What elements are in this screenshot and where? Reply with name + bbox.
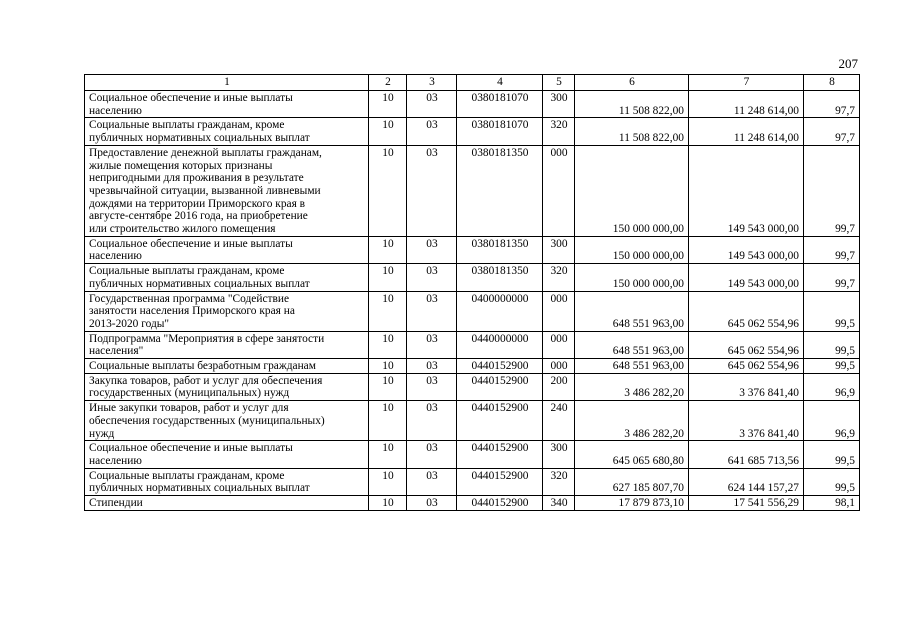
- column-header: 6: [575, 75, 689, 91]
- execution-percent-cell: 96,9: [804, 373, 860, 400]
- section-code-cell: 10: [369, 359, 407, 374]
- row-name-cell: Социальные выплаты безработным гражданам: [85, 359, 369, 374]
- section-code-cell: 10: [369, 236, 407, 263]
- target-article-cell: 0380181350: [457, 145, 543, 236]
- planned-amount-cell: 648 551 963,00: [575, 359, 689, 374]
- planned-amount-cell: 150 000 000,00: [575, 145, 689, 236]
- expense-type-cell: 300: [543, 91, 575, 118]
- table-row: [85, 468, 860, 495]
- target-article-cell: 0440152900: [457, 401, 543, 441]
- target-article-cell: 0380181070: [457, 118, 543, 145]
- subsection-code-cell: 03: [407, 468, 457, 495]
- subsection-code-cell: 03: [407, 264, 457, 291]
- column-header: 7: [689, 75, 804, 91]
- row-name-cell: Иные закупки товаров, работ и услуг для обеспечения государственных (муниципальных) нужд: [85, 401, 369, 441]
- execution-percent-cell: 99,7: [804, 264, 860, 291]
- executed-amount-cell: 3 376 841,40: [689, 373, 804, 400]
- row-name-cell: Стипендии: [85, 496, 369, 511]
- expense-type-cell: 340: [543, 496, 575, 511]
- table-header-row: [85, 75, 860, 91]
- planned-amount-cell: 11 508 822,00: [575, 118, 689, 145]
- column-header: 8: [804, 75, 860, 91]
- expense-type-cell: 000: [543, 291, 575, 331]
- subsection-code-cell: 03: [407, 118, 457, 145]
- row-name-cell: Социальные выплаты гражданам, кроме публичных нормативных социальных выплат: [85, 118, 369, 145]
- table-row: [85, 359, 860, 374]
- section-code-cell: 10: [369, 264, 407, 291]
- budget-table: [84, 74, 860, 511]
- column-header: 4: [457, 75, 543, 91]
- table-row: [85, 118, 860, 145]
- planned-amount-cell: 645 065 680,80: [575, 441, 689, 468]
- subsection-code-cell: 03: [407, 401, 457, 441]
- row-name-cell: Социальные выплаты гражданам, кроме публичных нормативных социальных выплат: [85, 468, 369, 495]
- target-article-cell: 0440152900: [457, 496, 543, 511]
- table-row: [85, 291, 860, 331]
- planned-amount-cell: 648 551 963,00: [575, 291, 689, 331]
- planned-amount-cell: 150 000 000,00: [575, 236, 689, 263]
- row-name-cell: Социальное обеспечение и иные выплаты населению: [85, 91, 369, 118]
- planned-amount-cell: 150 000 000,00: [575, 264, 689, 291]
- planned-amount-cell: 3 486 282,20: [575, 401, 689, 441]
- subsection-code-cell: 03: [407, 373, 457, 400]
- section-code-cell: 10: [369, 401, 407, 441]
- expense-type-cell: 240: [543, 401, 575, 441]
- table-row: [85, 441, 860, 468]
- execution-percent-cell: 99,5: [804, 331, 860, 358]
- row-name-cell: Подпрограмма "Мероприятия в сфере занятости населения": [85, 331, 369, 358]
- subsection-code-cell: 03: [407, 291, 457, 331]
- row-name-cell: Закупка товаров, работ и услуг для обеспечения государственных (муниципальных) нужд: [85, 373, 369, 400]
- table-row: [85, 145, 860, 236]
- expense-type-cell: 300: [543, 236, 575, 263]
- planned-amount-cell: 3 486 282,20: [575, 373, 689, 400]
- table-row: [85, 496, 860, 511]
- execution-percent-cell: 97,7: [804, 91, 860, 118]
- planned-amount-cell: 648 551 963,00: [575, 331, 689, 358]
- row-name-cell: Предоставление денежной выплаты гражданам, жилые помещения которых признаны непригодными для проживания в результате чрезвычайной ситуации, вызванной ливневыми дождями на территории Приморского края в августе-сентябре 2016 года, на приобретение или строительство жилого помещения: [85, 145, 369, 236]
- planned-amount-cell: 627 185 807,70: [575, 468, 689, 495]
- row-name-cell: Государственная программа "Содействие занятости населения Приморского края на 2013-2020 годы": [85, 291, 369, 331]
- row-name-cell: Социальное обеспечение и иные выплаты населению: [85, 236, 369, 263]
- target-article-cell: 0380181350: [457, 264, 543, 291]
- table-row: [85, 91, 860, 118]
- column-header: 1: [85, 75, 369, 91]
- executed-amount-cell: 11 248 614,00: [689, 91, 804, 118]
- subsection-code-cell: 03: [407, 91, 457, 118]
- table-row: [85, 401, 860, 441]
- target-article-cell: 0440152900: [457, 359, 543, 374]
- target-article-cell: 0440152900: [457, 441, 543, 468]
- subsection-code-cell: 03: [407, 441, 457, 468]
- column-header: 2: [369, 75, 407, 91]
- executed-amount-cell: 149 543 000,00: [689, 145, 804, 236]
- table-row: [85, 264, 860, 291]
- section-code-cell: 10: [369, 496, 407, 511]
- expense-type-cell: 300: [543, 441, 575, 468]
- target-article-cell: 0380181070: [457, 91, 543, 118]
- execution-percent-cell: 99,5: [804, 291, 860, 331]
- executed-amount-cell: 645 062 554,96: [689, 291, 804, 331]
- section-code-cell: 10: [369, 291, 407, 331]
- executed-amount-cell: 11 248 614,00: [689, 118, 804, 145]
- executed-amount-cell: 645 062 554,96: [689, 359, 804, 374]
- section-code-cell: 10: [369, 145, 407, 236]
- execution-percent-cell: 99,7: [804, 145, 860, 236]
- target-article-cell: 0380181350: [457, 236, 543, 263]
- executed-amount-cell: 149 543 000,00: [689, 236, 804, 263]
- executed-amount-cell: 149 543 000,00: [689, 264, 804, 291]
- column-header: 5: [543, 75, 575, 91]
- planned-amount-cell: 17 879 873,10: [575, 496, 689, 511]
- subsection-code-cell: 03: [407, 145, 457, 236]
- section-code-cell: 10: [369, 373, 407, 400]
- executed-amount-cell: 17 541 556,29: [689, 496, 804, 511]
- executed-amount-cell: 3 376 841,40: [689, 401, 804, 441]
- section-code-cell: 10: [369, 468, 407, 495]
- section-code-cell: 10: [369, 331, 407, 358]
- subsection-code-cell: 03: [407, 236, 457, 263]
- table-row: [85, 331, 860, 358]
- execution-percent-cell: 97,7: [804, 118, 860, 145]
- section-code-cell: 10: [369, 118, 407, 145]
- execution-percent-cell: 99,5: [804, 468, 860, 495]
- expense-type-cell: 320: [543, 264, 575, 291]
- expense-type-cell: 200: [543, 373, 575, 400]
- target-article-cell: 0440152900: [457, 373, 543, 400]
- planned-amount-cell: 11 508 822,00: [575, 91, 689, 118]
- expense-type-cell: 320: [543, 468, 575, 495]
- row-name-cell: Социальные выплаты гражданам, кроме публичных нормативных социальных выплат: [85, 264, 369, 291]
- execution-percent-cell: 99,7: [804, 236, 860, 263]
- page-number: 207: [838, 56, 858, 71]
- subsection-code-cell: 03: [407, 331, 457, 358]
- subsection-code-cell: 03: [407, 359, 457, 374]
- executed-amount-cell: 624 144 157,27: [689, 468, 804, 495]
- subsection-code-cell: 03: [407, 496, 457, 511]
- target-article-cell: 0440152900: [457, 468, 543, 495]
- target-article-cell: 0400000000: [457, 291, 543, 331]
- execution-percent-cell: 96,9: [804, 401, 860, 441]
- target-article-cell: 0440000000: [457, 331, 543, 358]
- table-row: [85, 373, 860, 400]
- row-name-cell: Социальное обеспечение и иные выплаты населению: [85, 441, 369, 468]
- section-code-cell: 10: [369, 441, 407, 468]
- execution-percent-cell: 99,5: [804, 359, 860, 374]
- expense-type-cell: 000: [543, 359, 575, 374]
- table-row: [85, 236, 860, 263]
- section-code-cell: 10: [369, 91, 407, 118]
- expense-type-cell: 320: [543, 118, 575, 145]
- expense-type-cell: 000: [543, 331, 575, 358]
- execution-percent-cell: 99,5: [804, 441, 860, 468]
- column-header: 3: [407, 75, 457, 91]
- expense-type-cell: 000: [543, 145, 575, 236]
- executed-amount-cell: 641 685 713,56: [689, 441, 804, 468]
- executed-amount-cell: 645 062 554,96: [689, 331, 804, 358]
- execution-percent-cell: 98,1: [804, 496, 860, 511]
